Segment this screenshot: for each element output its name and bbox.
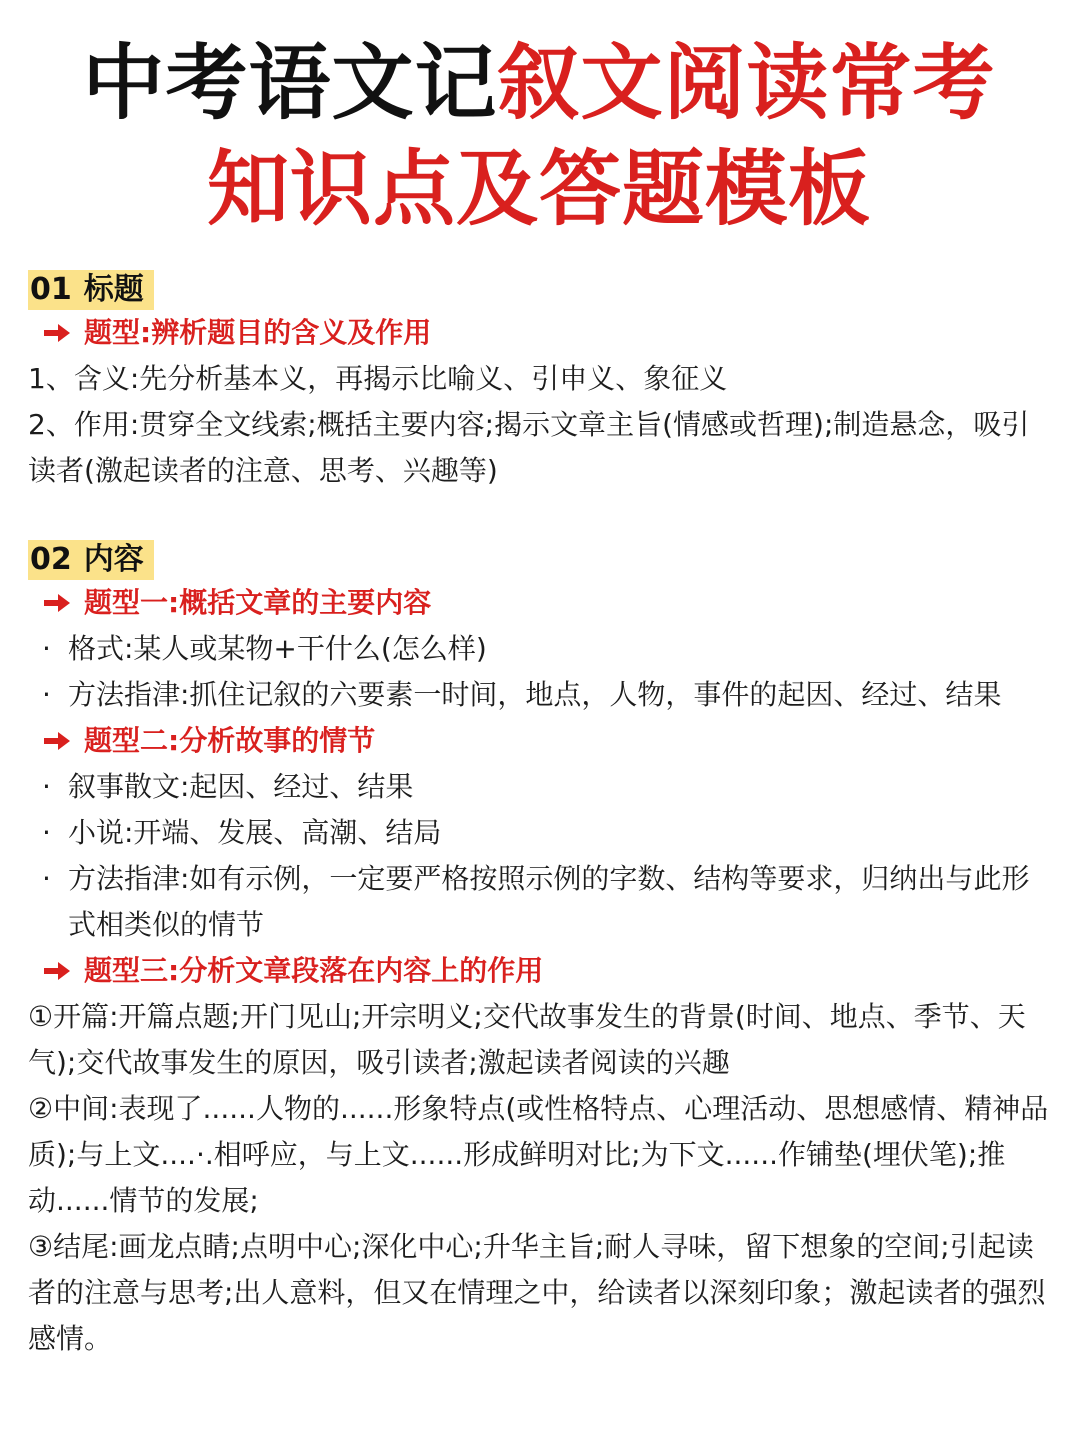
bullet-text: 方法指津:抓住记叙的六要素一时间，地点，人物，事件的起因、经过、结果 xyxy=(68,678,1002,711)
bullet-dot: · xyxy=(42,816,51,849)
paragraph-ending: ③结尾:画龙点睛;点明中心;深化中心;升华主旨;耐人寻味，留下想象的空间;引起读者的注意与思考;出人意料，但又在情理之中，给读者以深刻印象；激起读者的强烈感情。 xyxy=(28,1230,1046,1355)
section-2-tag xyxy=(28,540,154,580)
bullet-text: 格式:某人或某物+干什么(怎么样) xyxy=(68,632,487,665)
section-1-qtype xyxy=(28,310,1050,356)
section-2 xyxy=(28,540,1050,1362)
section-1-number: 01 xyxy=(30,272,72,307)
section-1 xyxy=(28,270,1050,494)
section-1-line-1: 1、含义:先分析基本义，再揭示比喻义、引申义、象征义 xyxy=(28,362,728,395)
qtype-3-text: 题型三:分析文章段落在内容上的作用 xyxy=(84,954,544,987)
title-line-1 xyxy=(28,30,1050,136)
title-line-2: 知识点及答题模板 xyxy=(206,141,871,237)
section-2-number: 02 xyxy=(30,542,72,577)
arrow-right-icon xyxy=(42,322,72,344)
bullet-dot: · xyxy=(42,862,51,895)
bullet-text: 方法指津:如有示例，一定要严格按照示例的字数、结构等要求，归纳出与此形式相类似的情节 xyxy=(68,862,1030,941)
bullet-dot: · xyxy=(42,770,51,803)
arrow-right-icon xyxy=(42,592,72,614)
qtype-1-text: 题型一:概括文章的主要内容 xyxy=(84,586,432,619)
section-2-label: 内容 xyxy=(83,542,144,577)
bullet-dot: · xyxy=(42,632,51,665)
list-item xyxy=(28,856,1050,948)
bullet-text: 叙事散文:起因、经过、结果 xyxy=(68,770,414,803)
qtype-3 xyxy=(28,948,1050,994)
section-1-tag xyxy=(28,270,154,310)
arrow-right-icon xyxy=(42,730,72,752)
section-1-qtype-text: 题型:辨析题目的含义及作用 xyxy=(84,316,432,349)
qtype-2 xyxy=(28,718,1050,764)
page-title xyxy=(28,30,1050,242)
section-1-line-2: 2、作用:贯穿全文线索;概括主要内容;揭示文章主旨(情感或哲理);制造悬念，吸引读者(激起读者的注意、思考、兴趣等) xyxy=(28,408,1030,487)
list-item xyxy=(28,626,1050,672)
list-item xyxy=(28,764,1050,810)
list-item xyxy=(28,672,1050,718)
qtype-1 xyxy=(28,580,1050,626)
qtype-2-text: 题型二:分析故事的情节 xyxy=(84,724,376,757)
arrow-right-icon xyxy=(42,960,72,982)
bullet-text: 小说:开端、发展、高潮、结局 xyxy=(68,816,442,849)
paragraph-opening: ①开篇:开篇点题;开门见山;开宗明义;交代故事发生的背景(时间、地点、季节、天气);交代故事发生的原因，吸引读者;激起读者阅读的兴趣 xyxy=(28,1000,1026,1079)
paragraph-middle: ②中间:表现了......人物的......形象特点(或性格特点、心理活动、思想感情、精神品质);与上文....·.相呼应，与上文......形成鲜明对比;为下文......作铺垫(埋伏笔);推动......情节的发展; xyxy=(28,1092,1049,1217)
title-black-part: 中考语文记 xyxy=(82,35,498,131)
list-item xyxy=(28,810,1050,856)
title-red-part: 叙文阅读常考 xyxy=(497,35,996,131)
bullet-dot: · xyxy=(42,678,51,711)
section-1-label: 标题 xyxy=(83,272,144,307)
